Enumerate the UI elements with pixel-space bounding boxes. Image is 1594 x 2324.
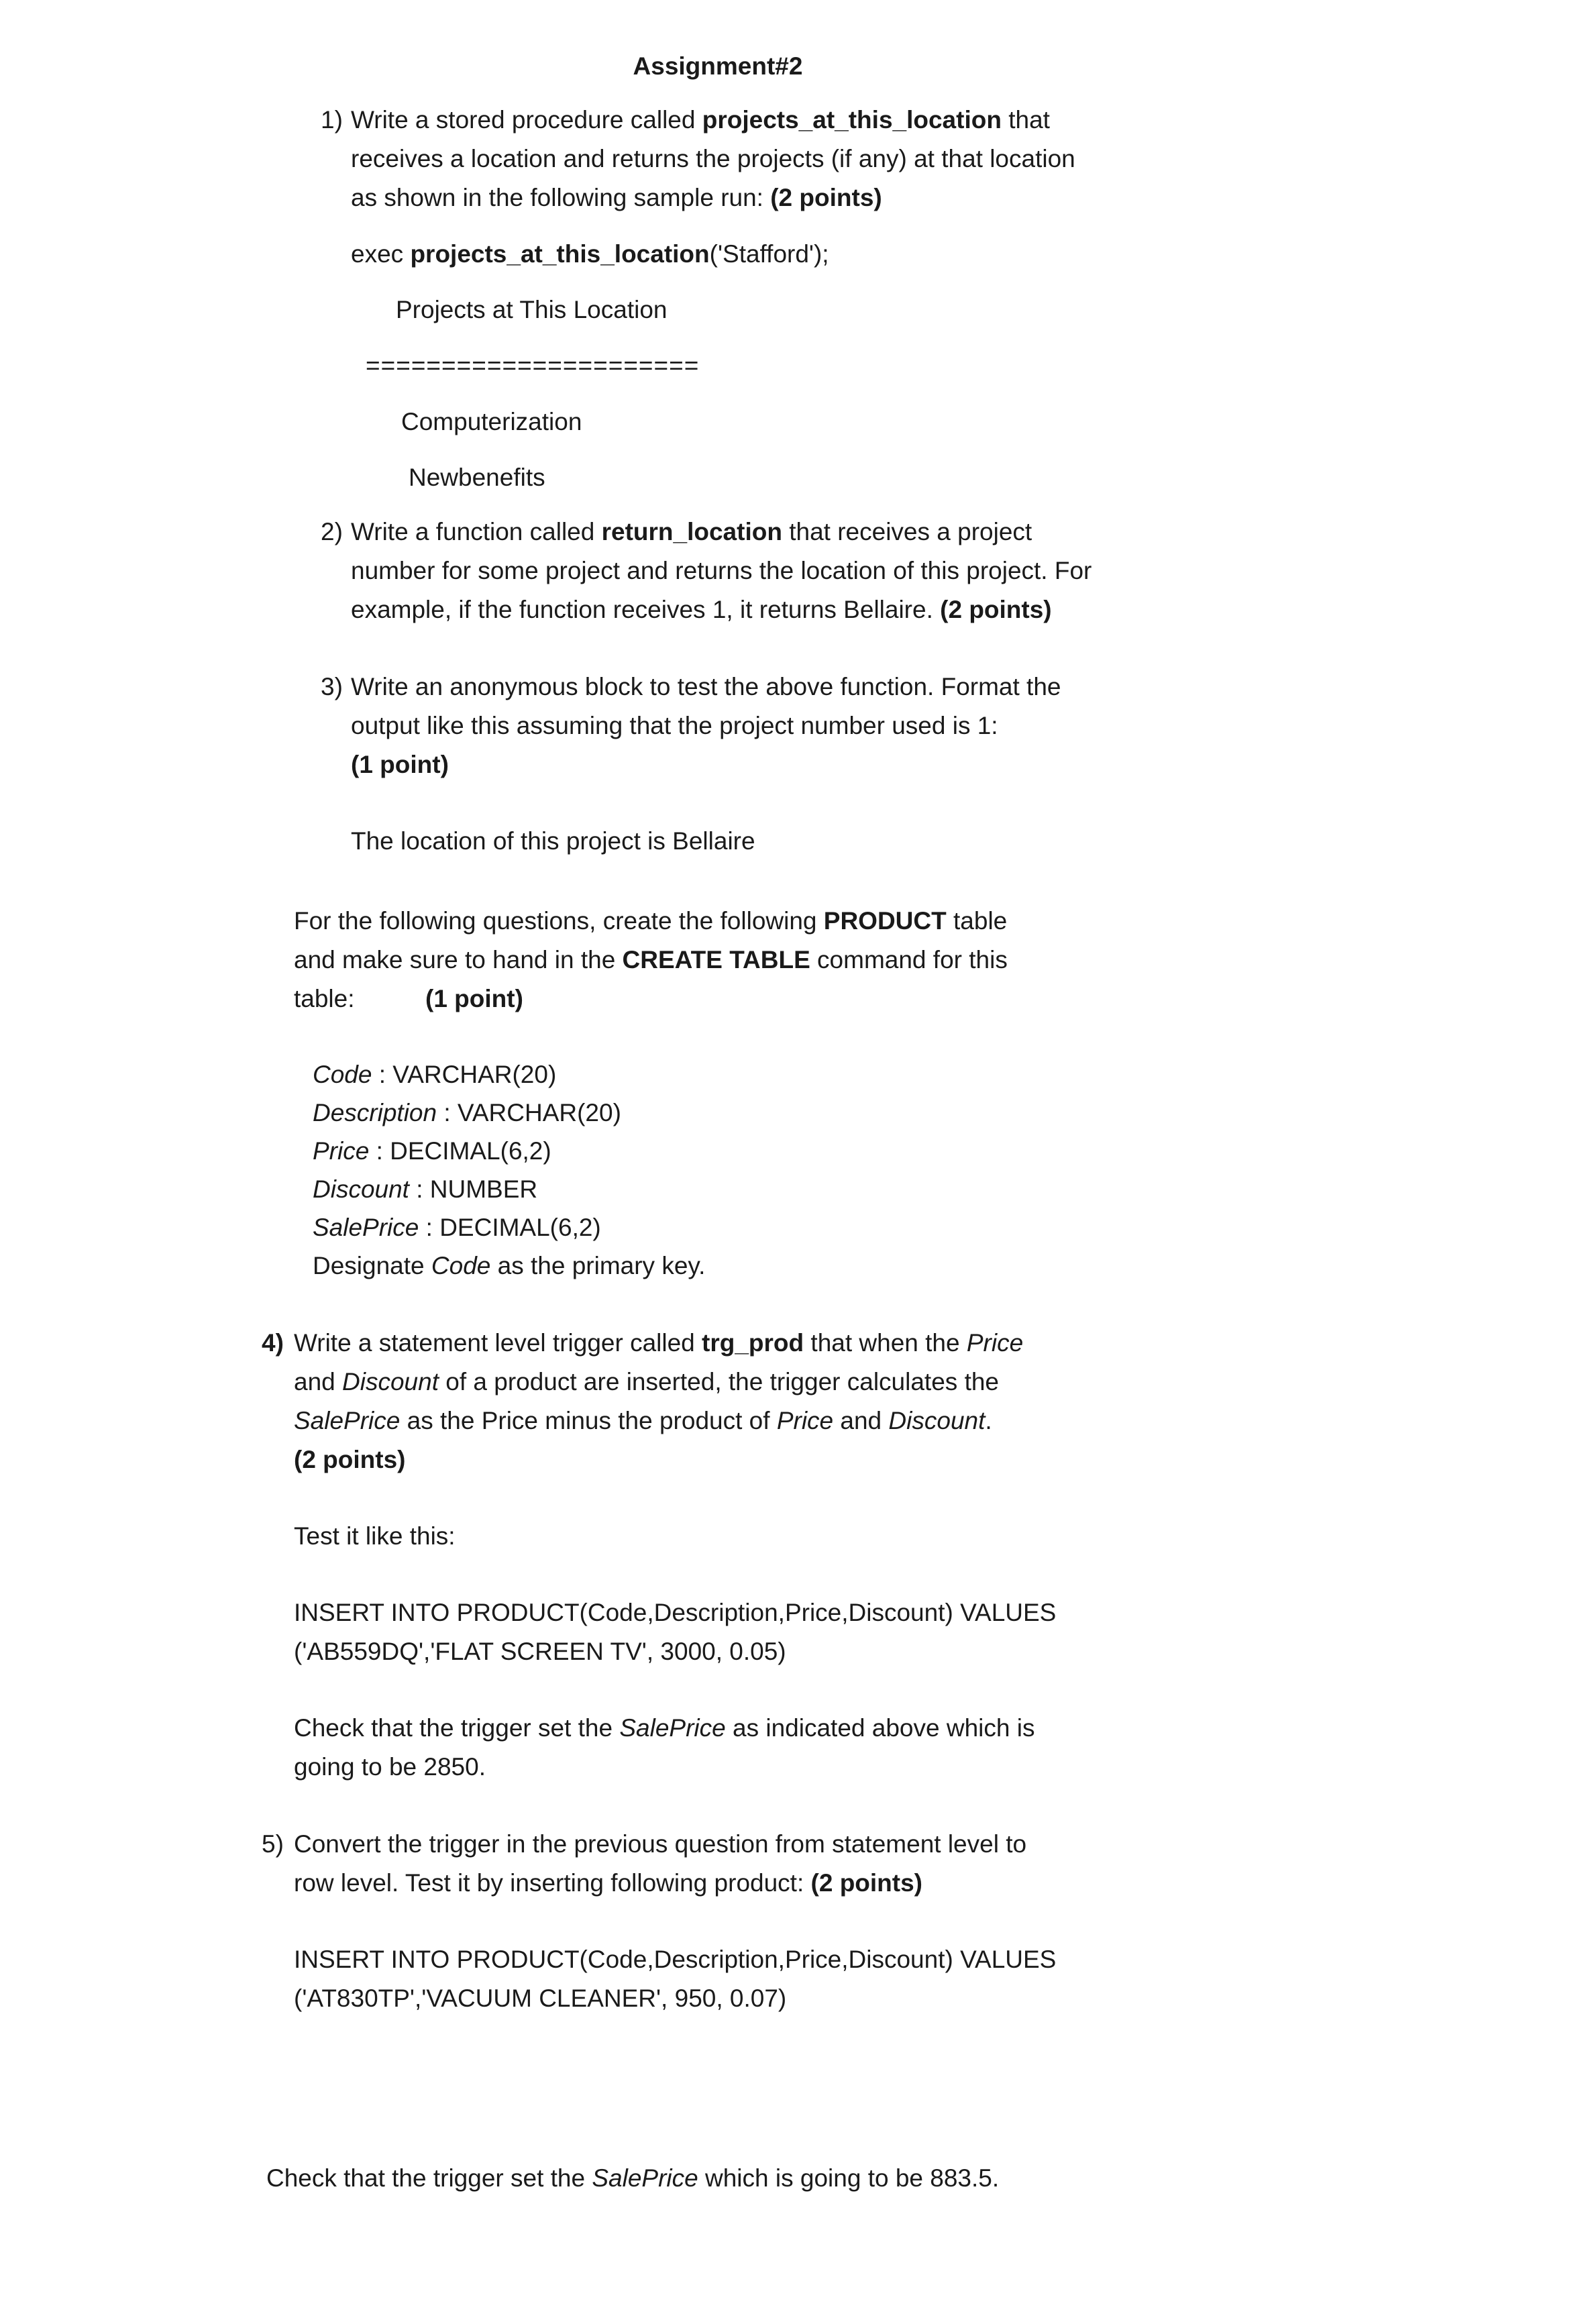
q2-line2: number for some project and returns the location of this project. For bbox=[351, 557, 1092, 584]
primary-key-note: Designate Code as the primary key. bbox=[313, 1252, 706, 1279]
procedure-name: projects_at_this_location bbox=[702, 106, 1002, 134]
q1-output-separator: ====================== bbox=[366, 352, 700, 379]
product-intro-line3: table: bbox=[294, 985, 355, 1012]
q5-points: (2 points) bbox=[810, 1869, 922, 1897]
column-definition: Discount : NUMBER bbox=[313, 1175, 538, 1203]
q2-points: (2 points) bbox=[940, 596, 1052, 623]
product-points: (1 point) bbox=[425, 985, 523, 1012]
q4-insert-line2: ('AB559DQ','FLAT SCREEN TV', 3000, 0.05) bbox=[294, 1638, 786, 1665]
q1-line2: receives a location and returns the projects (if any) at that location bbox=[351, 145, 1075, 172]
q2-line1: Write a function called return_location that receives a project bbox=[351, 518, 1032, 545]
q1-number: 1) bbox=[321, 106, 343, 134]
q1-line3: as shown in the following sample run: (2 points) bbox=[351, 184, 882, 211]
q1-output-header: Projects at This Location bbox=[396, 296, 668, 323]
q5-insert-line1: INSERT INTO PRODUCT(Code,Description,Price,Discount) VALUES bbox=[294, 1946, 1057, 1973]
function-name: return_location bbox=[601, 518, 782, 545]
q3-line1: Write an anonymous block to test the above function. Format the bbox=[351, 673, 1061, 700]
column-definition: Price : DECIMAL(6,2) bbox=[313, 1137, 551, 1165]
q4-line3: SalePrice as the Price minus the product of Price and Discount. bbox=[294, 1407, 992, 1434]
q1-output-row: Newbenefits bbox=[409, 464, 545, 491]
q3-points: (1 point) bbox=[351, 751, 449, 778]
product-intro-line1: For the following questions, create the following PRODUCT table bbox=[294, 907, 1008, 935]
column-definition: Description : VARCHAR(20) bbox=[313, 1099, 621, 1126]
q3-sample-output: The location of this project is Bellaire bbox=[351, 827, 755, 855]
q1-exec-line: exec projects_at_this_location('Stafford'); bbox=[351, 240, 829, 268]
q3-line2: output like this assuming that the project number used is 1: bbox=[351, 712, 998, 739]
product-table-name: PRODUCT bbox=[823, 907, 947, 935]
trigger-name: trg_prod bbox=[702, 1329, 804, 1357]
column-definition: SalePrice : DECIMAL(6,2) bbox=[313, 1214, 601, 1241]
q4-insert-line1: INSERT INTO PRODUCT(Code,Description,Price,Discount) VALUES bbox=[294, 1599, 1057, 1626]
q1-line1: Write a stored procedure called projects_at_this_location that bbox=[351, 106, 1050, 134]
q4-test-label: Test it like this: bbox=[294, 1522, 456, 1550]
q5-line2: row level. Test it by inserting following product: (2 points) bbox=[294, 1869, 922, 1897]
q4-line1: Write a statement level trigger called trg_prod that when the Price bbox=[294, 1329, 1024, 1357]
q1-points: (2 points) bbox=[770, 184, 882, 211]
q5-check-line: Check that the trigger set the SalePrice which is going to be 883.5. bbox=[266, 2164, 1000, 2192]
q5-line1: Convert the trigger in the previous question from statement level to bbox=[294, 1830, 1027, 1858]
page-title: Assignment#2 bbox=[633, 52, 803, 80]
column-definition: Code : VARCHAR(20) bbox=[313, 1061, 557, 1088]
q1-output-row: Computerization bbox=[401, 408, 582, 435]
q5-insert-line2: ('AT830TP','VACUUM CLEANER', 950, 0.07) bbox=[294, 1985, 787, 2012]
q4-line2: and Discount of a product are inserted, the trigger calculates the bbox=[294, 1368, 999, 1395]
product-intro-line2: and make sure to hand in the CREATE TABLE command for this bbox=[294, 946, 1008, 973]
q4-points: (2 points) bbox=[294, 1446, 406, 1473]
q2-line3: example, if the function receives 1, it returns Bellaire. (2 points) bbox=[351, 596, 1052, 623]
q5-number: 5) bbox=[262, 1830, 284, 1858]
q3-number: 3) bbox=[321, 673, 343, 700]
q2-number: 2) bbox=[321, 518, 343, 545]
q4-check-line1: Check that the trigger set the SalePrice as indicated above which is bbox=[294, 1714, 1035, 1742]
q4-number: 4) bbox=[262, 1329, 284, 1357]
q4-check-line2: going to be 2850. bbox=[294, 1753, 486, 1781]
